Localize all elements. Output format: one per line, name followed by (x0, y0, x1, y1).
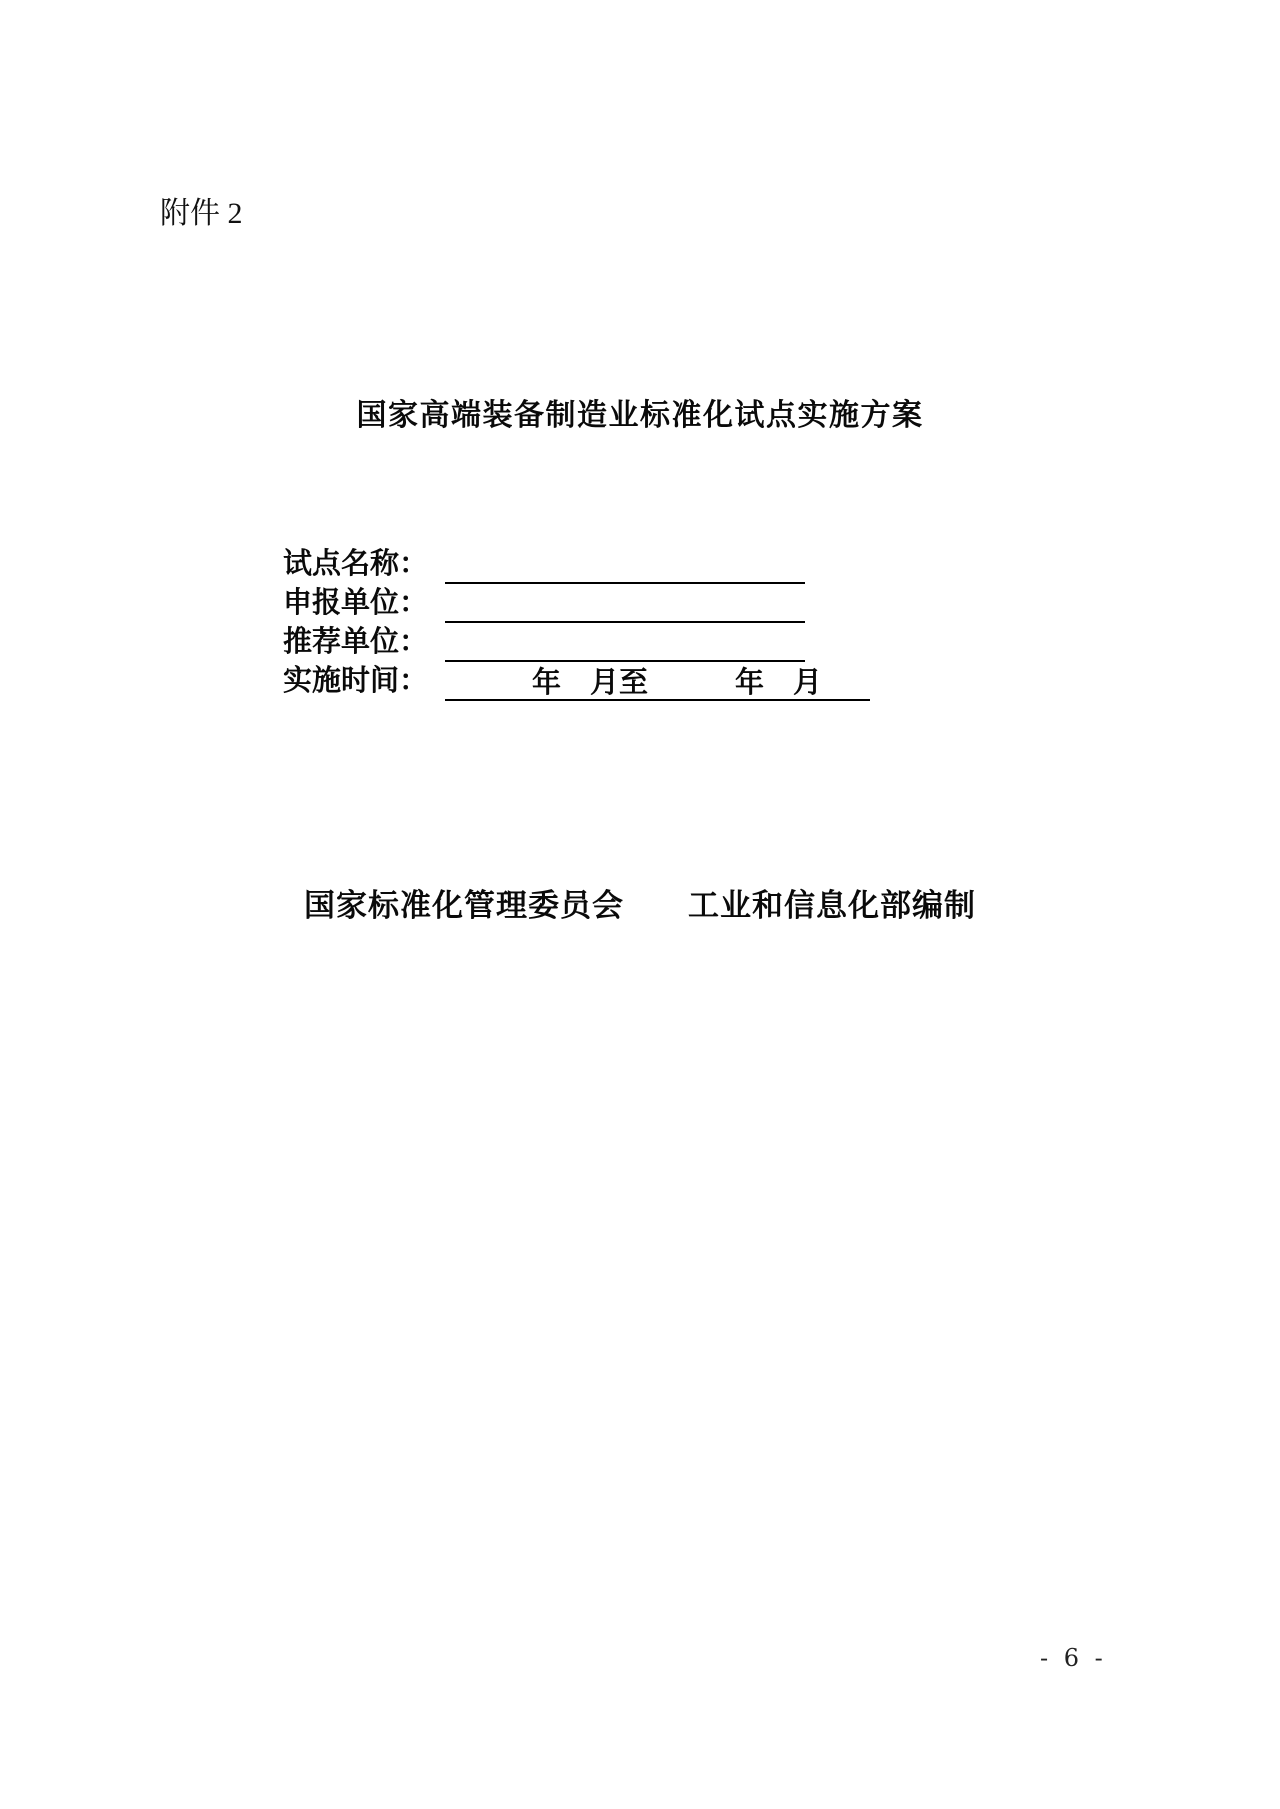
implementation-time-blank-line: 年 月至 年 月 (445, 665, 870, 701)
implementation-time-label: 实施时间： (283, 665, 429, 697)
form-row-applicant-unit (283, 584, 870, 623)
recommending-unit-label: 推荐单位： (283, 626, 429, 658)
issuer-line: 国家标准化管理委员会 工业和信息化部编制 (304, 888, 976, 923)
form-row-recommending-unit (283, 623, 870, 662)
form-row-implementation-time (283, 662, 870, 701)
document-title: 国家高端装备制造业标准化试点实施方案 (356, 399, 924, 432)
attachment-label: 附件 2 (160, 197, 243, 230)
page-number: - 6 - (1040, 1644, 1107, 1672)
form-row-pilot-name (283, 545, 870, 584)
pilot-name-label: 试点名称： (283, 548, 429, 580)
applicant-unit-blank-line (445, 587, 805, 623)
applicant-unit-label: 申报单位： (283, 587, 429, 619)
pilot-name-blank-line (445, 548, 805, 584)
pilot-info-form (283, 545, 870, 701)
recommending-unit-blank-line (445, 626, 805, 662)
